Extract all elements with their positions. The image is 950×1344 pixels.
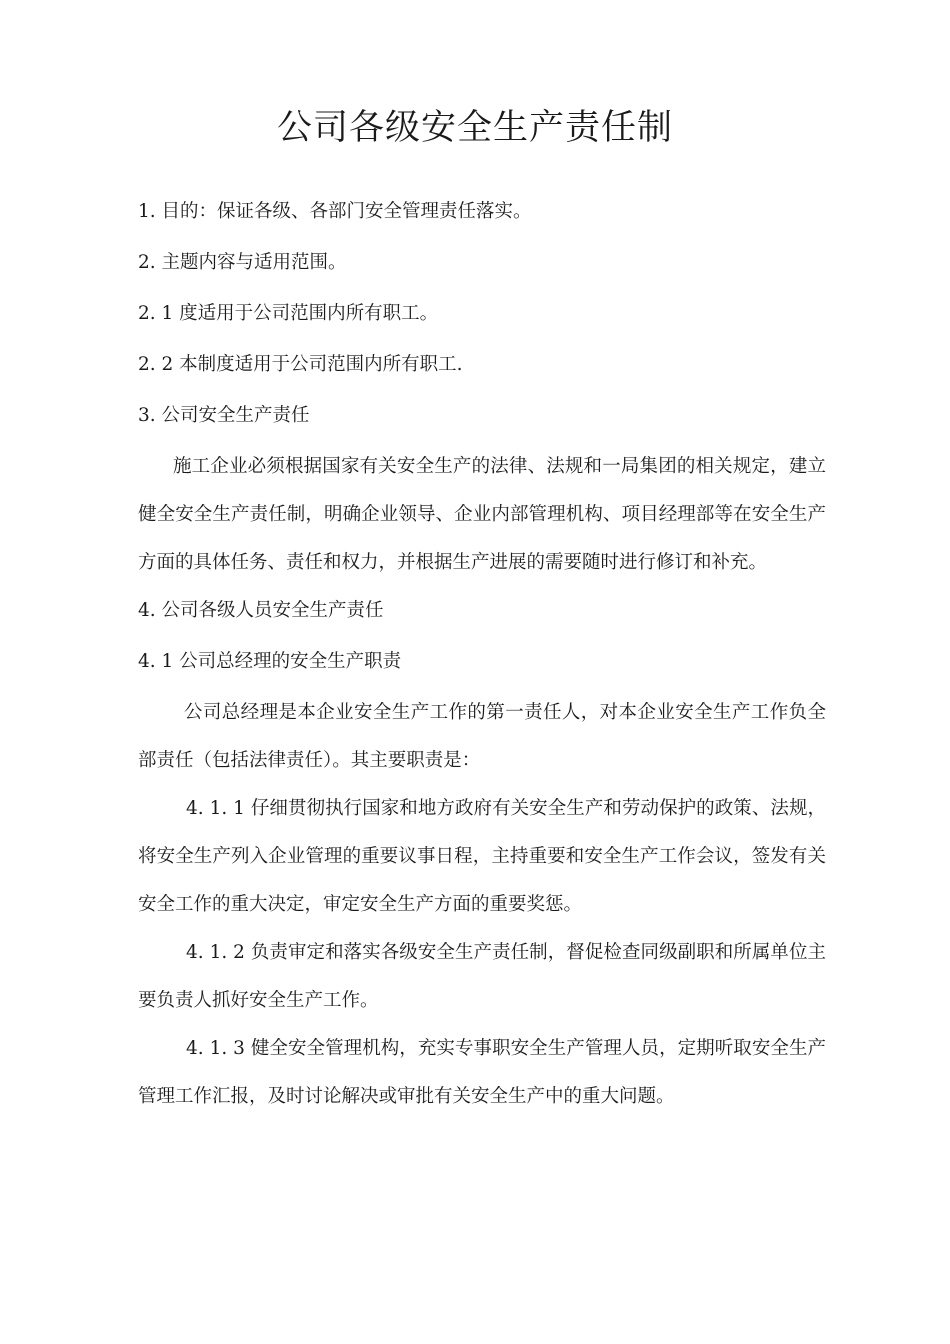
section-3-heading: 3. 公司安全生产责任 <box>138 405 310 426</box>
section-2-scope: 2. 主题内容与适用范围。 <box>138 252 347 273</box>
document-title: 公司各级安全生产责任制 <box>276 108 673 148</box>
section-4-1-heading: 4. 1 公司总经理的安全生产职责 <box>138 651 402 672</box>
company-responsibility-paragraph: 施工企业必须根据国家有关安全生产的法律、法规和一局集团的相关规定，建立健全安全生产责任制，明确企业领导、企业内部管理机构、项目经理部等在安全生产方面的具体任务、责任和权力，并根据生产进展的需要随时进行修订和补充。 <box>138 456 826 573</box>
general-manager-paragraph: 公司总经理是本企业安全生产工作的第一责任人，对本企业安全生产工作负全部责任（包括法律责任）。其主要职责是： <box>138 702 826 771</box>
section-2-2: 2. 2 本制度适用于公司范围内所有职工. <box>138 354 463 375</box>
section-2-1: 2. 1 度适用于公司范围内所有职工。 <box>138 303 439 324</box>
item-4-1-3: 4. 1. 3 健全安全管理机构，充实专事职安全生产管理人员，定期听取安全生产管理工作汇报，及时讨论解决或审批有关安全生产中的重大问题。 <box>138 1038 826 1107</box>
section-4-heading: 4. 公司各级人员安全生产责任 <box>138 600 384 621</box>
item-4-1-1: 4. 1. 1 仔细贯彻执行国家和地方政府有关安全生产和劳动保护的政策、法规，将安全生产列入企业管理的重要议事日程，主持重要和安全生产工作会议，签发有关安全工作的重大决定，审定安全生产方面的重要奖惩。 <box>138 798 826 915</box>
section-1-purpose: 1. 目的：保证各级、各部门安全管理责任落实。 <box>138 201 532 222</box>
item-4-1-2: 4. 1. 2 负责审定和落实各级安全生产责任制，督促检查同级副职和所属单位主要负责人抓好安全生产工作。 <box>138 942 826 1011</box>
document-body <box>138 188 826 1121</box>
